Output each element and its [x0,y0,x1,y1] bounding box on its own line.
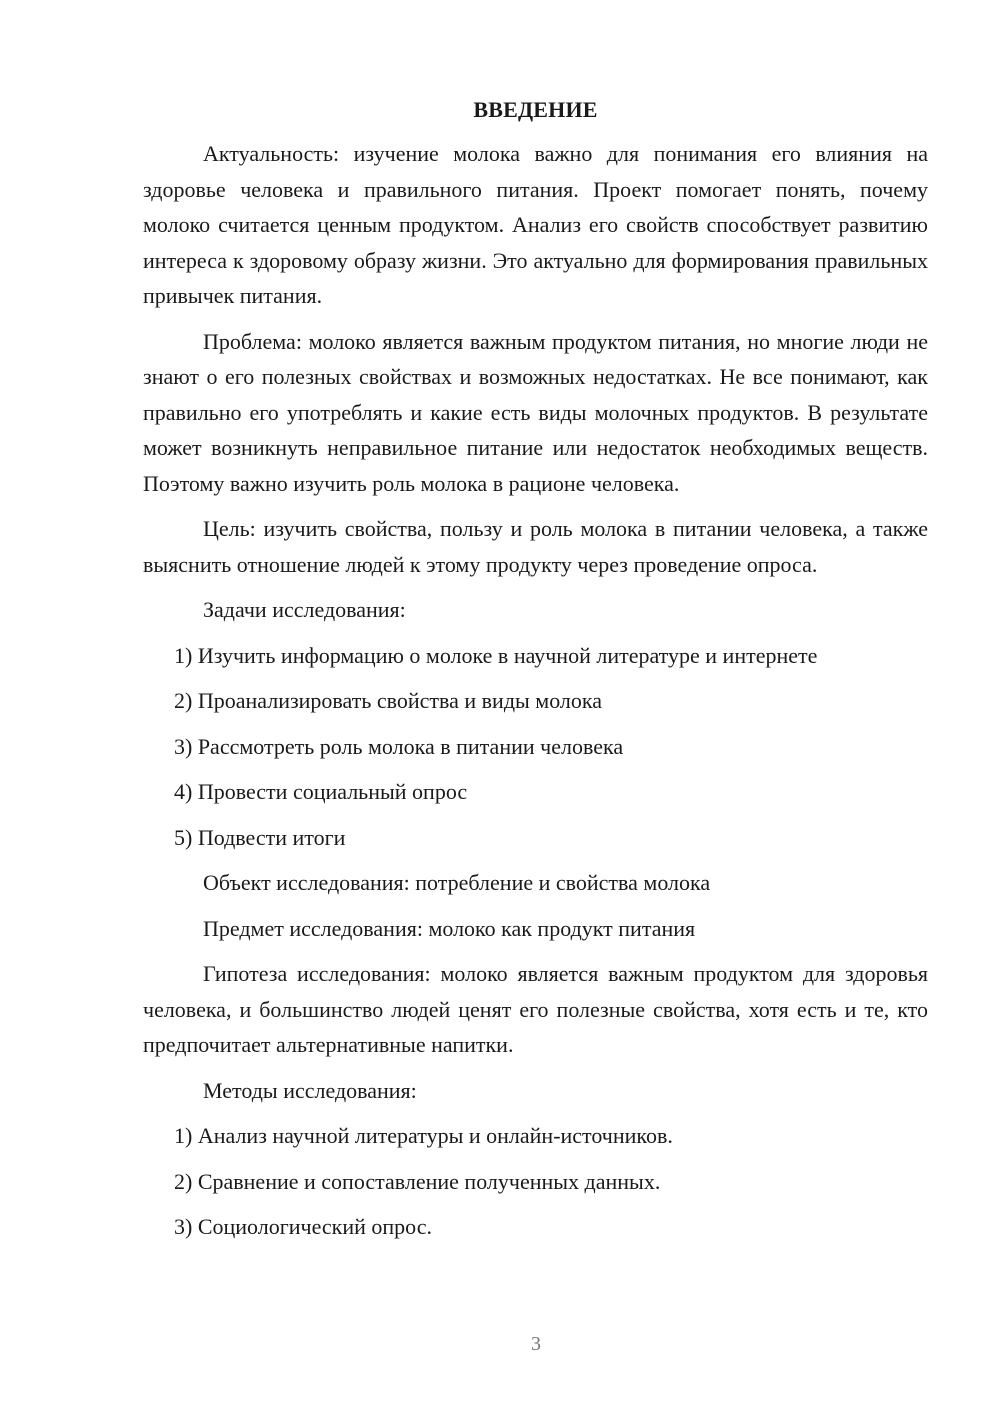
page-title: ВВЕДЕНИЕ [473,97,598,122]
document-page [143,94,928,1255]
method-item-3: 3) Социологический опрос. [174,1214,432,1239]
research-object: Объект исследования: потребление и свойства молока [203,870,711,895]
task-item-2: 2) Проанализировать свойства и виды молока [174,688,603,713]
paragraph-problem: Проблема: молоко является важным продуктом питания, но многие люди не знают о его полезных свойствах и возможных недостатках. Не все понимают, как правильно его употреблять и какие есть виды молочных продуктов. В результате может возникнуть неправильное питание или недостаток необходимых веществ. Поэтому важно изучить роль молока в рационе человека. [143,328,928,496]
methods-heading: Методы исследования: [203,1077,417,1103]
paragraph-relevance: Актуальность: изучение молока важно для понимания его влияния на здоровье человека и правильного питания. Проект помогает понять, почему молоко считается ценным продуктом. Анализ его свойств способствует развитию интереса к здоровому образу жизни. Это актуально для формирования правильных привычек питания. [143,141,928,308]
page-number: 3 [531,1333,541,1355]
task-item-5: 5) Подвести итоги [174,824,346,850]
task-item-4: 4) Провести социальный опрос [174,779,468,804]
method-item-2: 2) Сравнение и сопоставление полученных данных. [174,1168,661,1194]
paragraph-hypothesis: Гипотеза исследования: молоко является важным продуктом для здоровья человека, и большинство людей ценят его полезные свойства, хотя есть и те, кто предпочитает альтернативные напитки. [143,961,928,1057]
paragraph-goal: Цель: изучить свойства, пользу и роль молока в питании человека, а также выяснить отношение людей к этому продукту через проведение опроса. [143,516,928,577]
task-item-1: 1) Изучить информацию о молоке в научной литературе и интернете [174,642,818,668]
research-subject: Предмет исследования: молоко как продукт питания [203,915,696,941]
tasks-heading: Задачи исследования: [203,597,406,622]
method-item-1: 1) Анализ научной литературы и онлайн-источников. [174,1123,673,1148]
task-item-3: 3) Рассмотреть роль молока в питании человека [174,733,624,759]
